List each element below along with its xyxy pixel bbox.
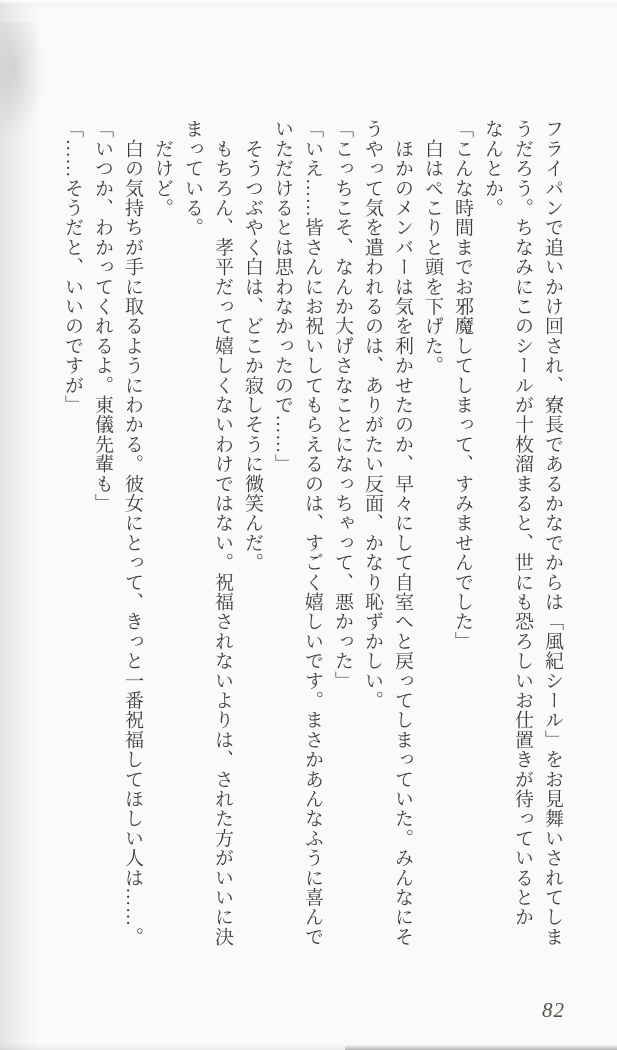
text-line: 「……そうだと、いいのですが」 [62,119,83,415]
top-edge-shadow [0,0,617,8]
vertical-text-block [57,119,567,947]
bottom-edge-shadow [0,1043,617,1050]
bottom-right-page-edge [345,1045,617,1050]
text-line: 「いつか、わかってくれるよ。東儀先輩も」 [92,119,113,513]
text-line: だけど。 [152,119,173,218]
text-line: フライパンで追いかけ回され、寮長であるかなでからは「風紀シール」をお見舞いされてしま [542,119,563,947]
top-left-scan-shadow [0,22,46,142]
text-line: 白はぺこりと頭を下げた。 [422,119,443,376]
text-line: 白の気持ちが手に取るようにわかる。彼女にとって、きっと一番祝福してほしい人は……。 [122,119,143,947]
text-line: 「いえ……皆さんにお祝いしてもらえるのは、すごく嬉しいです。まさかあんなふうに喜んで [302,119,323,947]
page-number: 82 [542,998,565,1022]
text-line: なんとか。 [482,119,503,218]
text-line: うやって気を遣われるのは、ありがたい反面、かなり恥ずかしい。 [362,119,383,710]
text-line: いただけるとは思わなかったので……」 [272,119,293,474]
text-line: まっている。 [182,119,203,238]
text-line: 「こんな時間までお邪魔してしまって、すみませんでした」 [452,119,473,651]
text-line: もちろん、孝平だって嬉しくないわけではない。祝福されないよりは、された方がいいに決 [212,119,233,947]
left-edge-shadow [0,0,40,1050]
text-line: 「こっちこそ、なんか大げさなことになっちゃって、悪かった」 [332,119,353,691]
text-line: うだろう。ちなみにこのシールが十枚溜まると、世にも恐ろしいお仕置きが待っているとか [512,119,533,927]
text-line: そうつぶやく白は、どこか寂しそうに微笑んだ。 [242,119,263,573]
text-line: ほかのメンバーは気を利かせたのか、早々にして自室へと戻ってしまっていた。みんなにそ [392,119,413,947]
